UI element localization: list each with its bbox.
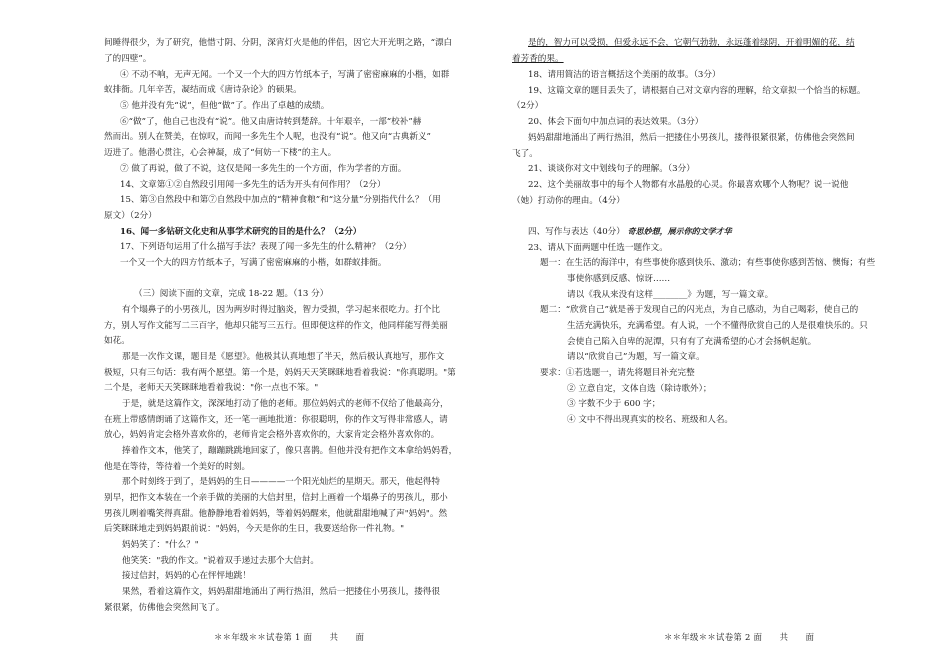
story-line: 妈妈笑了："什么？" — [122, 540, 199, 550]
paragraph-line: ④ 不动不响，无声无闻。一个又一个大的四方竹纸本子，写满了密密麻麻的小楷，如群 — [120, 70, 450, 80]
prompt-one: 题一：在生活的海洋中，有些事使你感到快乐、激动；有些事使你感到苦恼、懊悔；有些 — [540, 258, 876, 268]
story-line: 紧很紧，仿佛他会突然间飞了。 — [104, 603, 225, 613]
story-line: 那个时刻终于到了，是妈妈的生日————一个阳光灿烂的星期天。那天，他起得特 — [122, 477, 440, 487]
story-line: 接过信封，妈妈的心在怦怦地跳！ — [122, 571, 251, 581]
question-22-cont: （她）打动你的理由。（4分） — [512, 196, 625, 206]
question-22: 22、这个美丽故事中的每个人物都有水晶般的心灵。你最喜欢哪个人物呢？说一说他 — [528, 180, 849, 190]
story-line: 果然，看着这篇作文，妈妈甜甜地涌出了两行热泪，然后一把搂住小男孩儿，搂得很 — [122, 587, 440, 597]
story-line: 放心，妈妈肯定会格外喜欢你的，老师肯定会格外喜欢你的，大家肯定会格外喜欢你的。 — [104, 430, 440, 440]
paragraph-line: 间睡得很少，为了研究，他惜寸阴、分阴，深宵灯火是他的伴侣，因它大开光明之路，“漂白 — [104, 38, 453, 48]
question-19: 19、这篇文章的题目丢失了，请根据自己对文章内容的理解，给文章拟一个恰当的标题。 — [528, 86, 866, 96]
underlined-sentence: 着芳香的果。 — [512, 54, 564, 64]
prompt-two-title: 请以“欣赏自己”为题，写一篇文章。 — [567, 352, 705, 362]
question-23: 23、请从下面两题中任选一题作文。 — [528, 243, 668, 253]
prompt-two-cont: 会使自己陷入自卑的泥潭，只有有了充满希望的心才会扬帆起航。 — [567, 337, 817, 347]
prompt-one-cont: 事使你感到反感、惊讶…… — [567, 274, 671, 284]
question-15: 15、第③自然段中和第⑦自然段中加点的“精神食粮”和“这分量”分别指代什么？（用 — [120, 195, 441, 205]
writing-section-title: 四、写作与表达（40分） — [528, 227, 625, 237]
question-21: 21、谈谈你对文中划线句子的理解。（3分） — [528, 164, 695, 174]
quoted-sentence: 一个又一个大的四方竹纸本子，写满了密密麻麻的小楷，如群蚁排衙。 — [120, 258, 387, 268]
story-line: 二个是，老师天天笑眯眯地看着我说："你一点也不笨。" — [104, 383, 319, 393]
question-18: 18、请用简洁的语言概括这个美丽的故事。（3分） — [528, 70, 721, 80]
story-line: 他是在等待，等待着一个美好的时刻。 — [104, 462, 251, 472]
quoted-sentence-cont: 飞了。 — [512, 149, 538, 159]
prompt-two: 题二：“欣赏自己”就是善于发现自己的闪光点，为自己感动，为自己喝彩，使自己的 — [540, 305, 859, 315]
page-footer-left: ＊＊年级＊＊试卷第 1 面 共 面 — [214, 632, 365, 642]
story-line: 他笑笑："我的作文。"说着双手递过去那个大信封。 — [122, 556, 319, 566]
story-line: 捧着作文本，他笑了，蹦蹦跳跳地回家了，像只喜鹊。但他并没有把作文本拿给妈妈看， — [122, 446, 458, 456]
paragraph-line: ⑥“做”了，他自己也没有“说”。他又由唐诗转到楚辞。十年艰辛，一部“校补”赫 — [120, 117, 422, 127]
story-line: 后笑眯眯地走到妈妈跟前说："妈妈，今天是你的生日，我要送给你一件礼物。" — [104, 524, 405, 534]
story-line: 极短，只有三句话：我有两个愿望。第一个是，妈妈天天笑眯眯地看着我说："你真聪明。"第 — [104, 368, 456, 378]
page-footer-right: ＊＊年级＊＊试卷第 2 面 共 面 — [664, 632, 815, 642]
paragraph-line: 然而出。别人在赞美，在惊叹，而闻一多先生个人呢，也没有“说”。他又向“古典新义” — [104, 132, 431, 142]
story-line: 有个塌鼻子的小男孩儿，因为两岁时得过脑炎，智力受损，学习起来很吃力。打个比 — [122, 305, 440, 315]
requirement: ④ 文中不得出现真实的校名、班级和人名。 — [567, 415, 734, 425]
story-line: 别早，把作文本装在一个亲手做的美丽的大信封里，信封上画着一个塌鼻子的男孩儿，那小 — [104, 493, 448, 503]
story-line: 那是一次作文课，题目是《愿望》。他极其认真地想了半天，然后极认真地写，那作文 — [122, 352, 445, 362]
question-20: 20、体会下面句中加点词的表达效果。（3分） — [528, 117, 704, 127]
paragraph-line: 迈进了。他潜心贯注，心会神凝，成了“何妨一下楼”的主人。 — [104, 148, 337, 158]
question-16: 16、闻一多钻研文化史和从事学术研究的目的是什么？（2分） — [120, 227, 362, 237]
writing-section-heading — [528, 227, 732, 237]
story-line: 于是，就是这篇作文，深深地打动了他的老师。那位妈妈式的老师不仅给了他最高分， — [122, 399, 449, 409]
question-19-cont: （2分） — [512, 101, 544, 111]
paragraph-line: 了的四壁”。 — [104, 54, 152, 64]
story-line: 在班上带感情朗诵了这篇作文，还一笔一画地批道：你很聪明，你的作文写得非常感人，请 — [104, 415, 448, 425]
paragraph-line: 蚁排衙。几年辛苦，凝结而成《唐诗杂论》的硕果。 — [104, 85, 302, 95]
question-15-cont: 原文）（2分） — [104, 211, 157, 221]
story-line: 如花。 — [104, 336, 130, 346]
paragraph-line: ⑤ 他并没有先“说”，但他“做”了。作出了卓越的成绩。 — [120, 101, 330, 111]
story-line: 方，别人写作文能写二三百字，他却只能写三五行。但即便这样的作文，他同样能写得美丽 — [104, 321, 448, 331]
handwritten-note: 奇思妙想，展示你的文学才华 — [627, 226, 732, 236]
paragraph-line: ⑦ 做了再说，做了不说，这仅是闻一多先生的一个方面，作为学者的方面。 — [120, 164, 407, 174]
requirement: ② 立意自定，文体自选（除诗歌外）； — [567, 384, 712, 394]
requirement: 要求：①若选题一，请先将题目补充完整 — [540, 368, 695, 378]
quoted-sentence: 妈妈甜甜地涌出了两行热泪，然后一把搂住小男孩儿，搂得很紧很紧，仿佛他会突然间 — [528, 133, 855, 143]
question-14: 14、文章第①②自然段引用闻一多先生的话为开头有何作用？（2分） — [120, 180, 386, 190]
story-line: 男孩儿咧着嘴笑得真甜。他静静地看着妈妈，等着妈妈醒来，他就甜甜地喊了声"妈妈"。然 — [104, 509, 448, 519]
underlined-sentence: 是的，智力可以受损，但爱永远不会，它朝气勃勃，永远蓬着绿阴，开着明媚的花，结 — [528, 38, 855, 48]
question-17: 17、下列语句运用了什么描写手法？表现了闻一多先生的什么精神？（2分） — [120, 242, 412, 252]
requirement: ③ 字数不少于 600 字； — [567, 399, 661, 409]
section-heading: （三）阅读下面的文章，完成 18-22 题。（13 分） — [134, 289, 329, 299]
prompt-two-cont: 生活充满快乐，充满希望。有人说，一个不懂得欣赏自己的人是很难快乐的。只 — [567, 321, 868, 331]
prompt-one-title: 请以《我从来没有这样________》为题，写一篇文章。 — [567, 290, 774, 300]
